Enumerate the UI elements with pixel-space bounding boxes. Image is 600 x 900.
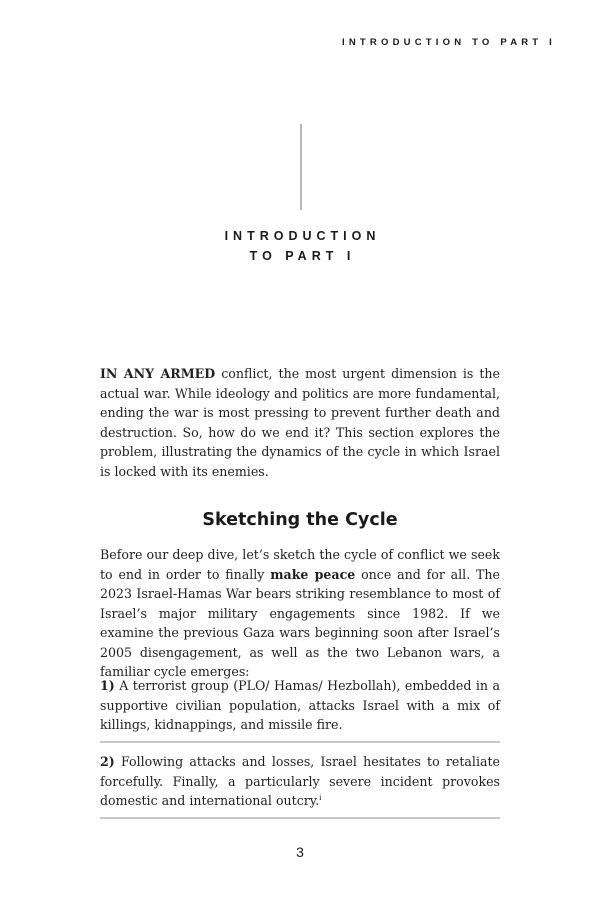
step-divider bbox=[100, 741, 500, 743]
paragraph-bold-phrase: make peace bbox=[270, 566, 356, 582]
paragraph-text-start: Before our deep dive, let’s sketch the cycle of conflict we seek to end in order to finally bbox=[100, 547, 500, 582]
step-number: 2) bbox=[100, 754, 115, 769]
footnote-marker[interactable]: i bbox=[319, 793, 322, 802]
step-divider bbox=[100, 817, 500, 819]
section-heading: Sketching the Cycle bbox=[202, 510, 398, 530]
cycle-step-1 bbox=[100, 676, 500, 735]
intro-text: conflict, the most urgent dimension is the actual war. While ideology and politics are more fundamental, ending the war is most pressing to prevent further death and destruction. So, how do we end it? This section explores the problem, illustrating the dynamics of the cycle in which Israel is locked with its enemies. bbox=[100, 366, 500, 479]
intro-paragraph bbox=[100, 364, 500, 481]
cycle-step-2 bbox=[100, 752, 500, 811]
intro-lead-in: IN ANY ARMED bbox=[100, 366, 216, 381]
part-title-line-1: INTRODUCTION bbox=[224, 229, 381, 243]
part-title-line-2: TO PART I bbox=[249, 249, 356, 263]
vertical-rule bbox=[300, 124, 302, 210]
step-number: 1) bbox=[100, 678, 115, 693]
step-text: Following attacks and losses, Israel hesitates to retaliate forcefully. Finally, a particularly severe incident provokes domestic and international outcry. bbox=[100, 754, 500, 808]
section-paragraph bbox=[100, 545, 500, 682]
part-title bbox=[0, 226, 600, 266]
running-head: INTRODUCTION TO PART I bbox=[342, 37, 556, 48]
paragraph-text-end: once and for all. The 2023 Israel-Hamas War bears striking resemblance to most of Israel’s major military engagements since 1982. If we examine the previous Gaza wars beginning soon after Israel’s 2005 disengagement, as well as the two Lebanon wars, a familiar cycle emerges: bbox=[100, 566, 500, 679]
page-number: 3 bbox=[296, 844, 304, 860]
step-text: A terrorist group (PLO/ Hamas/ Hezbollah), embedded in a supportive civilian population, attacks Israel with a mix of killings, kidnappings, and missile fire. bbox=[100, 678, 500, 732]
